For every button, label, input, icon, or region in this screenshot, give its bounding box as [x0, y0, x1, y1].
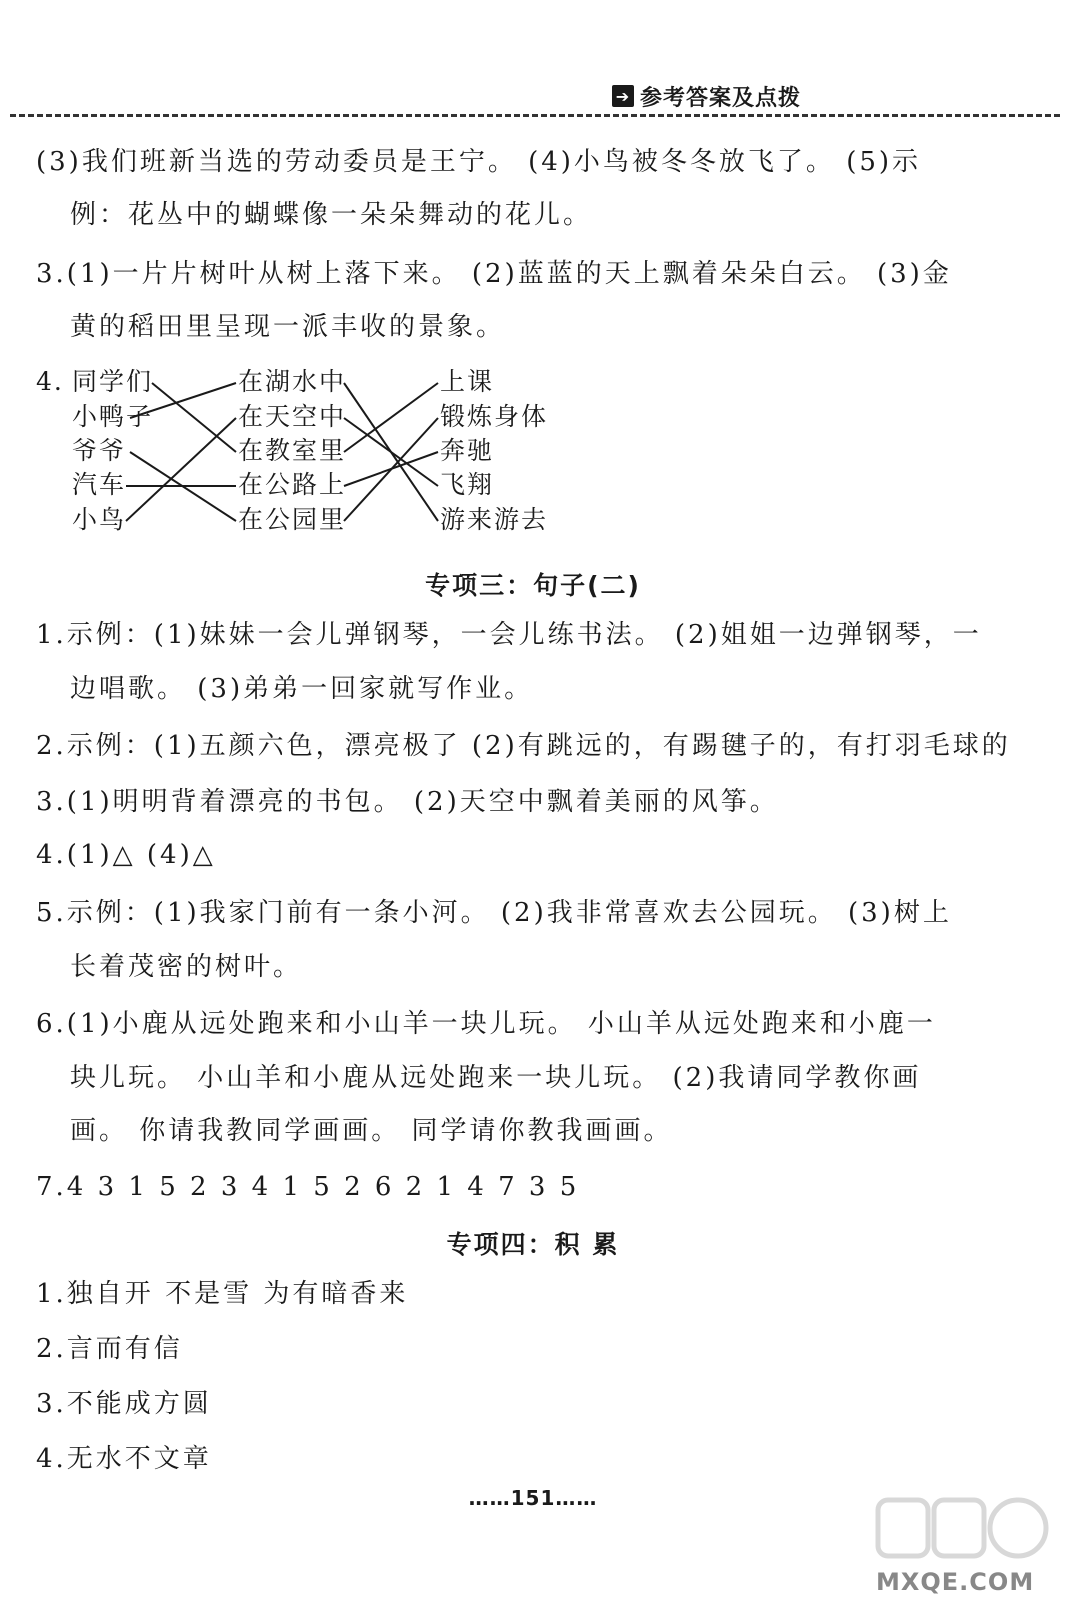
match-line: [344, 383, 438, 452]
match-line: [126, 418, 236, 521]
answer-line: 边唱歌。 (3)弟弟一回家就写作业。: [70, 674, 534, 704]
col3-item: 上课: [440, 367, 495, 396]
match-line: [344, 418, 438, 486]
answer-line: 2.言而有信: [36, 1334, 183, 1364]
col1-item: 爷爷: [72, 436, 127, 465]
answer-line: 7.4 3 1 5 2 3 4 1 5 2 6 2 1 4 7 3 5: [36, 1172, 580, 1202]
col2-item: 在湖水中: [238, 367, 347, 396]
matching-lines: [0, 0, 1066, 560]
col2-item: 在公路上: [238, 470, 347, 499]
answer-line: 6.(1)小鹿从远处跑来和小山羊一块儿玩。 小山羊从远处跑来和小鹿一: [36, 1009, 936, 1039]
answer-line-3: 3.(1)一片片树叶从树上落下来。 (2)蓝蓝的天上飘着朵朵白云。 (3)金: [36, 259, 952, 289]
answer-line-4: 黄的稻田里呈现一派丰收的景象。: [70, 312, 506, 342]
col2-item: 在公园里: [238, 505, 347, 534]
answer-line-1: (3)我们班新当选的劳动委员是王宁。 (4)小鸟被冬冬放飞了。 (5)示: [36, 147, 922, 177]
answer-line: 块儿玩。 小山羊和小鹿从远处跑来一块儿玩。 (2)我请同学教你画: [70, 1063, 922, 1093]
col2-item: 在教室里: [238, 436, 347, 465]
answer-line: 5.示例：(1)我家门前有一条小河。 (2)我非常喜欢去公园玩。 (3)树上: [36, 898, 952, 928]
answer-line: 1.独自开 不是雪 为有暗香来: [36, 1279, 409, 1309]
answer-line: 4.(1)△ (4)△: [36, 840, 216, 870]
col2-item: 在天空中: [238, 402, 347, 431]
col1-item: 汽车: [72, 470, 127, 499]
col3-item: 飞翔: [440, 470, 495, 499]
section-title: 专项四：积 累: [446, 1230, 620, 1259]
answer-line-2: 例：花丛中的蝴蝶像一朵朵舞动的花儿。: [70, 200, 593, 230]
match-line: [152, 383, 236, 452]
answer-line: 画。 你请我教同学画画。 同学请你教我画画。: [70, 1116, 673, 1146]
section-title: 专项三：句子(二): [425, 571, 641, 600]
answer-line: 3.不能成方圆: [36, 1389, 212, 1419]
arrow-right-icon: ➔: [612, 85, 634, 107]
watermark-text: MXQE.COM: [876, 1568, 1035, 1596]
matching-number: 4.: [36, 367, 64, 396]
col1-item: 小鸭子: [72, 402, 154, 431]
match-line: [130, 383, 236, 418]
match-line: [344, 418, 438, 521]
col1-item: 同学们: [72, 367, 154, 396]
answer-line: 3.(1)明明背着漂亮的书包。 (2)天空中飘着美丽的风筝。: [36, 787, 779, 817]
answer-line: 2.示例：(1)五颜六色，漂亮极了 (2)有跳远的，有踢毽子的，有打羽毛球的: [36, 731, 1011, 761]
header-text: 参考答案及点拨: [640, 85, 802, 111]
col3-item: 锻炼身体: [440, 402, 549, 431]
answer-line: 1.示例：(1)妹妹一会儿弹钢琴，一会儿练书法。 (2)姐姐一边弹钢琴，一: [36, 620, 982, 650]
col3-item: 奔驰: [440, 436, 495, 465]
col3-item: 游来游去: [440, 505, 549, 534]
answer-line: 长着茂密的树叶。: [70, 952, 303, 982]
answer-line: 4.无水不文章: [36, 1444, 212, 1474]
page-number: ……151……: [468, 1486, 598, 1510]
col1-item: 小鸟: [72, 505, 127, 534]
